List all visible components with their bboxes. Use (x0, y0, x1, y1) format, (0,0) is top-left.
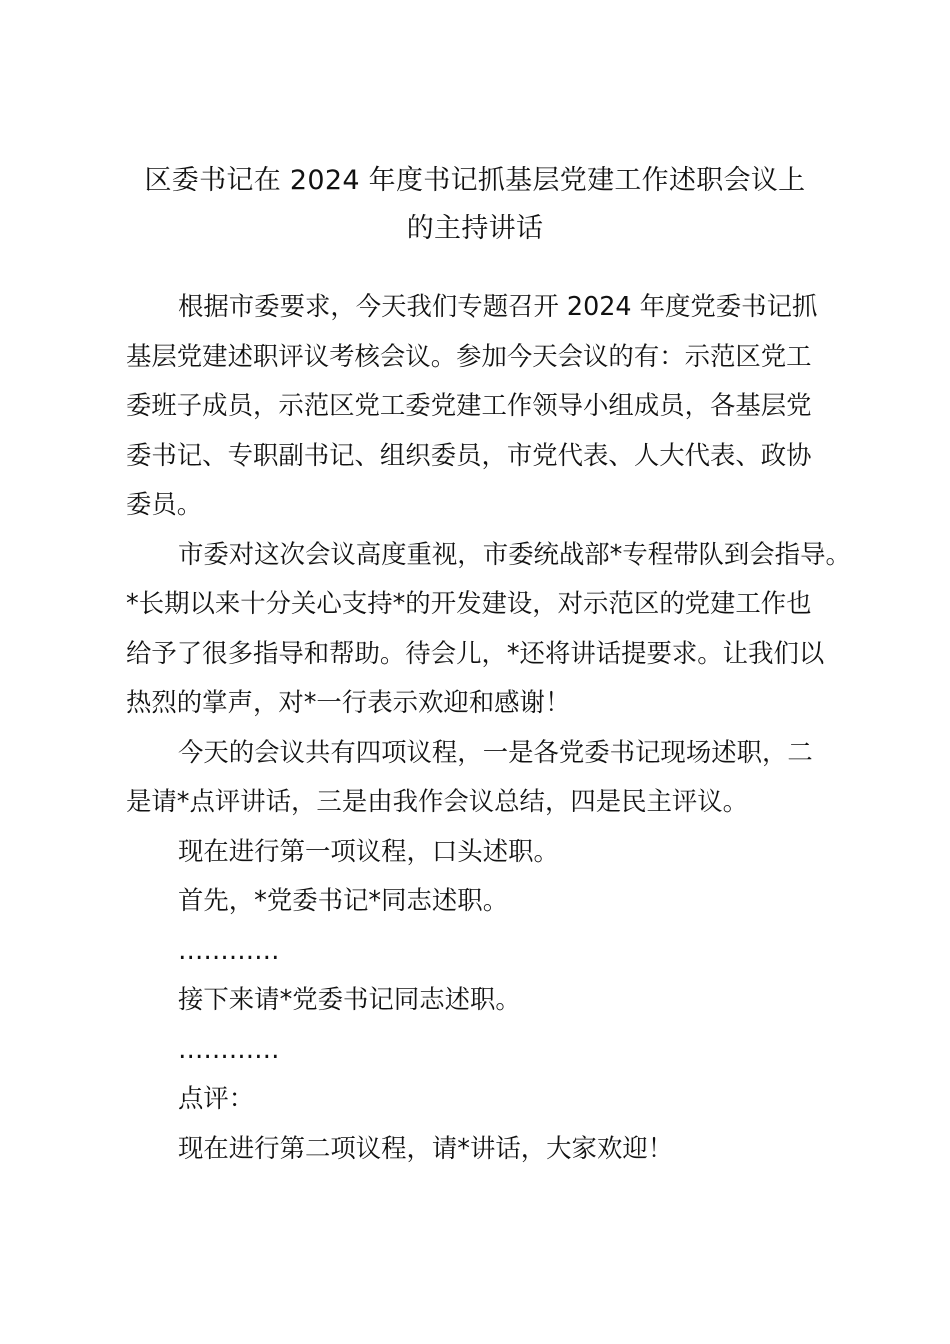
document-title-line-1: 区委书记在 2024 年度书记抓基层党建工作述职会议上 (144, 165, 806, 196)
text-line: 首先，*党委书记*同志述职。 (178, 885, 509, 915)
text-line: ………… (178, 1033, 280, 1064)
paragraph-ellipsis (126, 1025, 856, 1075)
text-line: ………… (178, 934, 280, 965)
paragraph-welcome (126, 530, 856, 728)
text-line: 根据市委要求，今天我们专题召开 2024 年度党委书记抓 (178, 291, 818, 321)
paragraph-agenda-item-2 (126, 1124, 856, 1174)
paragraph-review-heading (126, 1074, 856, 1124)
paragraph-agenda (126, 728, 856, 827)
paragraph-first-speaker (126, 876, 856, 926)
paragraph-agenda-item-1 (126, 827, 856, 877)
text-line: 基层党建述职评议考核会议。参加今天会议的有：示范区党工 (126, 340, 812, 371)
text-line: 给予了很多指导和帮助。待会儿，*还将讲话提要求。让我们以 (126, 637, 825, 668)
text-line: 委员。 (126, 489, 203, 519)
paragraph-opening (126, 282, 856, 530)
text-line: 现在进行第一项议程，口头述职。 (178, 835, 559, 866)
text-line: 委班子成员，示范区党工委党建工作领导小组成员，各基层党 (126, 390, 812, 420)
text-line: 市委对这次会议高度重视，市委统战部*专程带队到会指导。 (178, 538, 851, 569)
text-line: 点评： (178, 1083, 255, 1113)
text-line: 委书记、专职副书记、组织委员，市党代表、人大代表、政协 (126, 439, 812, 470)
text-line: 热烈的掌声，对*一行表示欢迎和感谢！ (126, 687, 571, 717)
text-line: 是请*点评讲话，三是由我作会议总结，四是民主评议。 (126, 786, 749, 816)
document-body (126, 282, 856, 1173)
document-title-line-2: 的主持讲话 (406, 213, 544, 244)
paragraph-ellipsis (126, 926, 856, 976)
paragraph-next-speaker (126, 975, 856, 1025)
text-line: *长期以来十分关心支持*的开发建设，对示范区的党建工作也 (126, 588, 812, 618)
text-line: 接下来请*党委书记同志述职。 (178, 984, 521, 1014)
text-line: 今天的会议共有四项议程，一是各党委书记现场述职，二 (178, 736, 813, 767)
text-line: 现在进行第二项议程，请*讲话，大家欢迎！ (178, 1132, 674, 1163)
